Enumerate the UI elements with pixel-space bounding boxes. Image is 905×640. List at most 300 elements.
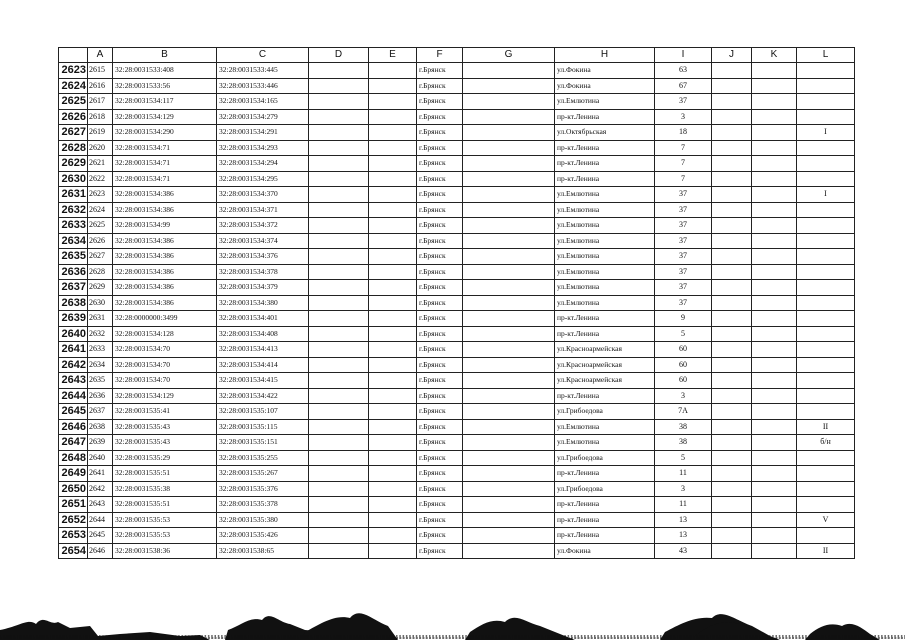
cell-d[interactable] — [309, 295, 369, 311]
row-number[interactable]: 2627 — [59, 125, 88, 141]
cell-c[interactable]: 32:28:0031534:295 — [217, 171, 309, 187]
cell-c[interactable]: 32:28:0031534:372 — [217, 218, 309, 234]
cell-b[interactable]: 32:28:0031535:53 — [113, 528, 217, 544]
cell-b[interactable]: 32:28:0031535:51 — [113, 466, 217, 482]
cell-h[interactable]: ул.Емлютина — [555, 187, 655, 203]
cell-l[interactable] — [797, 78, 855, 94]
row-number[interactable]: 2652 — [59, 512, 88, 528]
cell-j[interactable] — [712, 466, 752, 482]
row-number[interactable]: 2653 — [59, 528, 88, 544]
cell-k[interactable] — [752, 481, 797, 497]
cell-k[interactable] — [752, 264, 797, 280]
cell-i[interactable]: 3 — [655, 388, 712, 404]
cell-f[interactable]: г.Брянск — [417, 404, 463, 420]
cell-e[interactable] — [369, 481, 417, 497]
column-header[interactable]: F — [417, 48, 463, 63]
cell-d[interactable] — [309, 233, 369, 249]
cell-c[interactable]: 32:28:0031533:445 — [217, 63, 309, 79]
cell-j[interactable] — [712, 326, 752, 342]
cell-e[interactable] — [369, 419, 417, 435]
cell-j[interactable] — [712, 295, 752, 311]
cell-e[interactable] — [369, 543, 417, 559]
column-header[interactable]: J — [712, 48, 752, 63]
cell-g[interactable] — [463, 357, 555, 373]
cell-g[interactable] — [463, 388, 555, 404]
row-number[interactable]: 2650 — [59, 481, 88, 497]
column-header[interactable]: C — [217, 48, 309, 63]
cell-g[interactable] — [463, 63, 555, 79]
cell-e[interactable] — [369, 249, 417, 265]
column-header[interactable]: D — [309, 48, 369, 63]
row-number[interactable]: 2636 — [59, 264, 88, 280]
cell-g[interactable] — [463, 311, 555, 327]
cell-g[interactable] — [463, 419, 555, 435]
cell-k[interactable] — [752, 295, 797, 311]
cell-l[interactable] — [797, 249, 855, 265]
row-number[interactable]: 2631 — [59, 187, 88, 203]
cell-e[interactable] — [369, 450, 417, 466]
cell-b[interactable]: 32:28:0031534:71 — [113, 171, 217, 187]
cell-i[interactable]: 7 — [655, 171, 712, 187]
cell-c[interactable]: 32:28:0031534:374 — [217, 233, 309, 249]
cell-l[interactable]: б/н — [797, 435, 855, 451]
cell-c[interactable]: 32:28:0031538:65 — [217, 543, 309, 559]
cell-j[interactable] — [712, 512, 752, 528]
cell-c[interactable]: 32:28:0031534:370 — [217, 187, 309, 203]
cell-j[interactable] — [712, 450, 752, 466]
cell-c[interactable]: 32:28:0031534:380 — [217, 295, 309, 311]
cell-i[interactable]: 60 — [655, 342, 712, 358]
cell-k[interactable] — [752, 218, 797, 234]
cell-a[interactable]: 2635 — [88, 373, 113, 389]
cell-a[interactable]: 2625 — [88, 218, 113, 234]
cell-i[interactable]: 37 — [655, 249, 712, 265]
row-number[interactable]: 2624 — [59, 78, 88, 94]
cell-f[interactable]: г.Брянск — [417, 342, 463, 358]
cell-f[interactable]: г.Брянск — [417, 481, 463, 497]
cell-j[interactable] — [712, 528, 752, 544]
cell-j[interactable] — [712, 481, 752, 497]
cell-e[interactable] — [369, 94, 417, 110]
cell-d[interactable] — [309, 543, 369, 559]
cell-l[interactable]: I — [797, 125, 855, 141]
cell-f[interactable]: г.Брянск — [417, 202, 463, 218]
column-header[interactable]: L — [797, 48, 855, 63]
cell-c[interactable]: 32:28:0031534:378 — [217, 264, 309, 280]
row-number[interactable]: 2630 — [59, 171, 88, 187]
cell-f[interactable]: г.Брянск — [417, 63, 463, 79]
cell-a[interactable]: 2645 — [88, 528, 113, 544]
cell-a[interactable]: 2630 — [88, 295, 113, 311]
cell-j[interactable] — [712, 156, 752, 172]
cell-c[interactable]: 32:28:0031534:371 — [217, 202, 309, 218]
cell-a[interactable]: 2617 — [88, 94, 113, 110]
cell-k[interactable] — [752, 63, 797, 79]
row-number[interactable]: 2629 — [59, 156, 88, 172]
cell-c[interactable]: 32:28:0031534:413 — [217, 342, 309, 358]
cell-f[interactable]: г.Брянск — [417, 280, 463, 296]
cell-d[interactable] — [309, 218, 369, 234]
cell-l[interactable] — [797, 528, 855, 544]
cell-e[interactable] — [369, 311, 417, 327]
cell-g[interactable] — [463, 280, 555, 296]
cell-i[interactable]: 37 — [655, 202, 712, 218]
cell-i[interactable]: 18 — [655, 125, 712, 141]
cell-d[interactable] — [309, 78, 369, 94]
cell-c[interactable]: 32:28:0031534:165 — [217, 94, 309, 110]
cell-i[interactable]: 7 — [655, 140, 712, 156]
row-number[interactable]: 2623 — [59, 63, 88, 79]
cell-h[interactable]: пр-кт.Ленина — [555, 497, 655, 513]
cell-b[interactable]: 32:28:0031534:129 — [113, 388, 217, 404]
cell-b[interactable]: 32:28:0031534:386 — [113, 249, 217, 265]
cell-h[interactable]: ул.Емлютина — [555, 94, 655, 110]
column-header[interactable]: G — [463, 48, 555, 63]
cell-f[interactable]: г.Брянск — [417, 357, 463, 373]
column-header[interactable]: I — [655, 48, 712, 63]
cell-d[interactable] — [309, 171, 369, 187]
cell-b[interactable]: 32:28:0031534:99 — [113, 218, 217, 234]
cell-l[interactable] — [797, 373, 855, 389]
cell-l[interactable] — [797, 466, 855, 482]
cell-i[interactable]: 7 — [655, 156, 712, 172]
cell-h[interactable]: ул.Грибоедова — [555, 450, 655, 466]
cell-g[interactable] — [463, 125, 555, 141]
cell-e[interactable] — [369, 140, 417, 156]
cell-f[interactable]: г.Брянск — [417, 94, 463, 110]
cell-d[interactable] — [309, 109, 369, 125]
cell-b[interactable]: 32:28:0031534:386 — [113, 187, 217, 203]
row-number[interactable]: 2651 — [59, 497, 88, 513]
cell-e[interactable] — [369, 125, 417, 141]
cell-i[interactable]: 37 — [655, 295, 712, 311]
cell-k[interactable] — [752, 140, 797, 156]
cell-d[interactable] — [309, 512, 369, 528]
cell-j[interactable] — [712, 218, 752, 234]
cell-c[interactable]: 32:28:0031535:380 — [217, 512, 309, 528]
cell-k[interactable] — [752, 94, 797, 110]
cell-e[interactable] — [369, 512, 417, 528]
cell-c[interactable]: 32:28:0031534:379 — [217, 280, 309, 296]
cell-k[interactable] — [752, 450, 797, 466]
cell-d[interactable] — [309, 187, 369, 203]
cell-k[interactable] — [752, 280, 797, 296]
cell-l[interactable]: II — [797, 419, 855, 435]
cell-g[interactable] — [463, 187, 555, 203]
cell-c[interactable]: 32:28:0031535:115 — [217, 419, 309, 435]
cell-c[interactable]: 32:28:0031534:422 — [217, 388, 309, 404]
row-number[interactable]: 2637 — [59, 280, 88, 296]
cell-g[interactable] — [463, 528, 555, 544]
cell-b[interactable]: 32:28:0031534:386 — [113, 280, 217, 296]
cell-i[interactable]: 9 — [655, 311, 712, 327]
cell-j[interactable] — [712, 311, 752, 327]
cell-k[interactable] — [752, 187, 797, 203]
cell-e[interactable] — [369, 373, 417, 389]
cell-a[interactable]: 2636 — [88, 388, 113, 404]
cell-d[interactable] — [309, 481, 369, 497]
cell-h[interactable]: ул.Емлютина — [555, 264, 655, 280]
cell-l[interactable]: II — [797, 543, 855, 559]
cell-b[interactable]: 32:28:0031534:386 — [113, 264, 217, 280]
cell-a[interactable]: 2624 — [88, 202, 113, 218]
cell-a[interactable]: 2639 — [88, 435, 113, 451]
cell-h[interactable]: ул.Грибоедова — [555, 404, 655, 420]
cell-a[interactable]: 2629 — [88, 280, 113, 296]
cell-c[interactable]: 32:28:0031535:151 — [217, 435, 309, 451]
cell-a[interactable]: 2627 — [88, 249, 113, 265]
cell-j[interactable] — [712, 388, 752, 404]
cell-j[interactable] — [712, 63, 752, 79]
cell-d[interactable] — [309, 419, 369, 435]
cell-f[interactable]: г.Брянск — [417, 78, 463, 94]
cell-e[interactable] — [369, 404, 417, 420]
cell-h[interactable]: пр-кт.Ленина — [555, 156, 655, 172]
cell-l[interactable] — [797, 357, 855, 373]
cell-f[interactable]: г.Брянск — [417, 419, 463, 435]
cell-a[interactable]: 2644 — [88, 512, 113, 528]
column-header[interactable]: A — [88, 48, 113, 63]
cell-a[interactable]: 2646 — [88, 543, 113, 559]
cell-g[interactable] — [463, 342, 555, 358]
cell-k[interactable] — [752, 512, 797, 528]
cell-a[interactable]: 2618 — [88, 109, 113, 125]
cell-h[interactable]: пр-кт.Ленина — [555, 171, 655, 187]
row-number[interactable]: 2641 — [59, 342, 88, 358]
cell-l[interactable]: V — [797, 512, 855, 528]
cell-k[interactable] — [752, 125, 797, 141]
cell-d[interactable] — [309, 528, 369, 544]
cell-c[interactable]: 32:28:0031535:426 — [217, 528, 309, 544]
cell-j[interactable] — [712, 187, 752, 203]
cell-g[interactable] — [463, 497, 555, 513]
row-number[interactable]: 2644 — [59, 388, 88, 404]
cell-e[interactable] — [369, 109, 417, 125]
row-number[interactable]: 2634 — [59, 233, 88, 249]
cell-j[interactable] — [712, 264, 752, 280]
cell-b[interactable]: 32:28:0031534:290 — [113, 125, 217, 141]
cell-h[interactable]: ул.Емлютина — [555, 202, 655, 218]
cell-a[interactable]: 2616 — [88, 78, 113, 94]
cell-k[interactable] — [752, 202, 797, 218]
cell-j[interactable] — [712, 233, 752, 249]
cell-a[interactable]: 2621 — [88, 156, 113, 172]
cell-l[interactable] — [797, 156, 855, 172]
cell-e[interactable] — [369, 326, 417, 342]
cell-f[interactable]: г.Брянск — [417, 512, 463, 528]
cell-b[interactable]: 32:28:0031534:70 — [113, 373, 217, 389]
row-number[interactable]: 2642 — [59, 357, 88, 373]
cell-b[interactable]: 32:28:0031534:386 — [113, 202, 217, 218]
cell-j[interactable] — [712, 435, 752, 451]
cell-g[interactable] — [463, 435, 555, 451]
cell-f[interactable]: г.Брянск — [417, 388, 463, 404]
cell-g[interactable] — [463, 78, 555, 94]
cell-f[interactable]: г.Брянск — [417, 295, 463, 311]
row-number[interactable]: 2625 — [59, 94, 88, 110]
cell-j[interactable] — [712, 404, 752, 420]
cell-e[interactable] — [369, 218, 417, 234]
cell-g[interactable] — [463, 156, 555, 172]
cell-g[interactable] — [463, 171, 555, 187]
cell-h[interactable]: пр-кт.Ленина — [555, 109, 655, 125]
cell-g[interactable] — [463, 264, 555, 280]
cell-d[interactable] — [309, 373, 369, 389]
cell-e[interactable] — [369, 63, 417, 79]
cell-j[interactable] — [712, 419, 752, 435]
cell-k[interactable] — [752, 156, 797, 172]
cell-d[interactable] — [309, 342, 369, 358]
cell-b[interactable]: 32:28:0031533:408 — [113, 63, 217, 79]
cell-k[interactable] — [752, 419, 797, 435]
cell-a[interactable]: 2620 — [88, 140, 113, 156]
cell-i[interactable]: 5 — [655, 326, 712, 342]
cell-d[interactable] — [309, 388, 369, 404]
cell-h[interactable]: ул.Фокина — [555, 543, 655, 559]
cell-b[interactable]: 32:28:0031535:43 — [113, 435, 217, 451]
row-number[interactable]: 2640 — [59, 326, 88, 342]
cell-k[interactable] — [752, 528, 797, 544]
cell-c[interactable]: 32:28:0031534:293 — [217, 140, 309, 156]
cell-l[interactable] — [797, 140, 855, 156]
column-header[interactable]: K — [752, 48, 797, 63]
cell-k[interactable] — [752, 109, 797, 125]
cell-k[interactable] — [752, 78, 797, 94]
cell-h[interactable]: ул.Красноармейская — [555, 357, 655, 373]
cell-e[interactable] — [369, 78, 417, 94]
cell-h[interactable]: пр-кт.Ленина — [555, 466, 655, 482]
cell-j[interactable] — [712, 280, 752, 296]
cell-h[interactable]: пр-кт.Ленина — [555, 388, 655, 404]
row-number[interactable]: 2648 — [59, 450, 88, 466]
cell-l[interactable] — [797, 497, 855, 513]
cell-g[interactable] — [463, 233, 555, 249]
cell-h[interactable]: ул.Грибоедова — [555, 481, 655, 497]
cell-h[interactable]: пр-кт.Ленина — [555, 528, 655, 544]
cell-i[interactable]: 37 — [655, 280, 712, 296]
cell-b[interactable]: 32:28:0031535:53 — [113, 512, 217, 528]
cell-e[interactable] — [369, 295, 417, 311]
cell-i[interactable]: 3 — [655, 109, 712, 125]
cell-d[interactable] — [309, 404, 369, 420]
cell-g[interactable] — [463, 373, 555, 389]
cell-c[interactable]: 32:28:0031535:376 — [217, 481, 309, 497]
cell-h[interactable]: ул.Емлютина — [555, 419, 655, 435]
cell-f[interactable]: г.Брянск — [417, 528, 463, 544]
cell-f[interactable]: г.Брянск — [417, 497, 463, 513]
cell-l[interactable] — [797, 63, 855, 79]
cell-f[interactable]: г.Брянск — [417, 264, 463, 280]
cell-k[interactable] — [752, 435, 797, 451]
cell-d[interactable] — [309, 249, 369, 265]
cell-c[interactable]: 32:28:0031534:294 — [217, 156, 309, 172]
cell-e[interactable] — [369, 171, 417, 187]
row-number[interactable]: 2643 — [59, 373, 88, 389]
cell-j[interactable] — [712, 543, 752, 559]
cell-h[interactable]: пр-кт.Ленина — [555, 311, 655, 327]
cell-k[interactable] — [752, 249, 797, 265]
cell-l[interactable] — [797, 388, 855, 404]
cell-k[interactable] — [752, 311, 797, 327]
cell-k[interactable] — [752, 404, 797, 420]
cell-a[interactable]: 2633 — [88, 342, 113, 358]
cell-j[interactable] — [712, 357, 752, 373]
cell-j[interactable] — [712, 94, 752, 110]
cell-j[interactable] — [712, 497, 752, 513]
cell-j[interactable] — [712, 125, 752, 141]
cell-g[interactable] — [463, 512, 555, 528]
cell-g[interactable] — [463, 404, 555, 420]
cell-g[interactable] — [463, 450, 555, 466]
cell-j[interactable] — [712, 140, 752, 156]
cell-h[interactable]: ул.Фокина — [555, 63, 655, 79]
row-number[interactable]: 2628 — [59, 140, 88, 156]
cell-k[interactable] — [752, 388, 797, 404]
cell-d[interactable] — [309, 497, 369, 513]
cell-e[interactable] — [369, 466, 417, 482]
cell-e[interactable] — [369, 202, 417, 218]
cell-c[interactable]: 32:28:0031534:414 — [217, 357, 309, 373]
cell-b[interactable]: 32:28:0031534:386 — [113, 295, 217, 311]
cell-j[interactable] — [712, 78, 752, 94]
cell-a[interactable]: 2643 — [88, 497, 113, 513]
cell-b[interactable]: 32:28:0031534:129 — [113, 109, 217, 125]
cell-f[interactable]: г.Брянск — [417, 543, 463, 559]
cell-h[interactable]: ул.Красноармейская — [555, 342, 655, 358]
cell-h[interactable]: ул.Емлютина — [555, 233, 655, 249]
cell-l[interactable]: I — [797, 187, 855, 203]
cell-f[interactable]: г.Брянск — [417, 311, 463, 327]
cell-g[interactable] — [463, 202, 555, 218]
cell-f[interactable]: г.Брянск — [417, 326, 463, 342]
cell-e[interactable] — [369, 497, 417, 513]
cell-l[interactable] — [797, 233, 855, 249]
cell-h[interactable]: ул.Фокина — [555, 78, 655, 94]
cell-h[interactable]: ул.Красноармейская — [555, 373, 655, 389]
cell-a[interactable]: 2626 — [88, 233, 113, 249]
cell-k[interactable] — [752, 466, 797, 482]
cell-j[interactable] — [712, 109, 752, 125]
cell-a[interactable]: 2641 — [88, 466, 113, 482]
row-number[interactable]: 2632 — [59, 202, 88, 218]
cell-d[interactable] — [309, 156, 369, 172]
cell-c[interactable]: 32:28:0031533:446 — [217, 78, 309, 94]
cell-d[interactable] — [309, 63, 369, 79]
cell-a[interactable]: 2632 — [88, 326, 113, 342]
cell-c[interactable]: 32:28:0031534:376 — [217, 249, 309, 265]
cell-k[interactable] — [752, 326, 797, 342]
cell-g[interactable] — [463, 249, 555, 265]
cell-b[interactable]: 32:28:0031534:386 — [113, 233, 217, 249]
cell-b[interactable]: 32:28:0031534:117 — [113, 94, 217, 110]
cell-i[interactable]: 37 — [655, 187, 712, 203]
cell-l[interactable] — [797, 218, 855, 234]
cell-l[interactable] — [797, 404, 855, 420]
cell-g[interactable] — [463, 543, 555, 559]
cell-k[interactable] — [752, 171, 797, 187]
cell-e[interactable] — [369, 233, 417, 249]
cell-b[interactable]: 32:28:0000000:3499 — [113, 311, 217, 327]
cell-b[interactable]: 32:28:0031534:128 — [113, 326, 217, 342]
cell-i[interactable]: 5 — [655, 450, 712, 466]
cell-d[interactable] — [309, 450, 369, 466]
cell-c[interactable]: 32:28:0031535:255 — [217, 450, 309, 466]
cell-c[interactable]: 32:28:0031534:415 — [217, 373, 309, 389]
cell-d[interactable] — [309, 140, 369, 156]
cell-c[interactable]: 32:28:0031534:401 — [217, 311, 309, 327]
cell-e[interactable] — [369, 357, 417, 373]
cell-a[interactable]: 2640 — [88, 450, 113, 466]
